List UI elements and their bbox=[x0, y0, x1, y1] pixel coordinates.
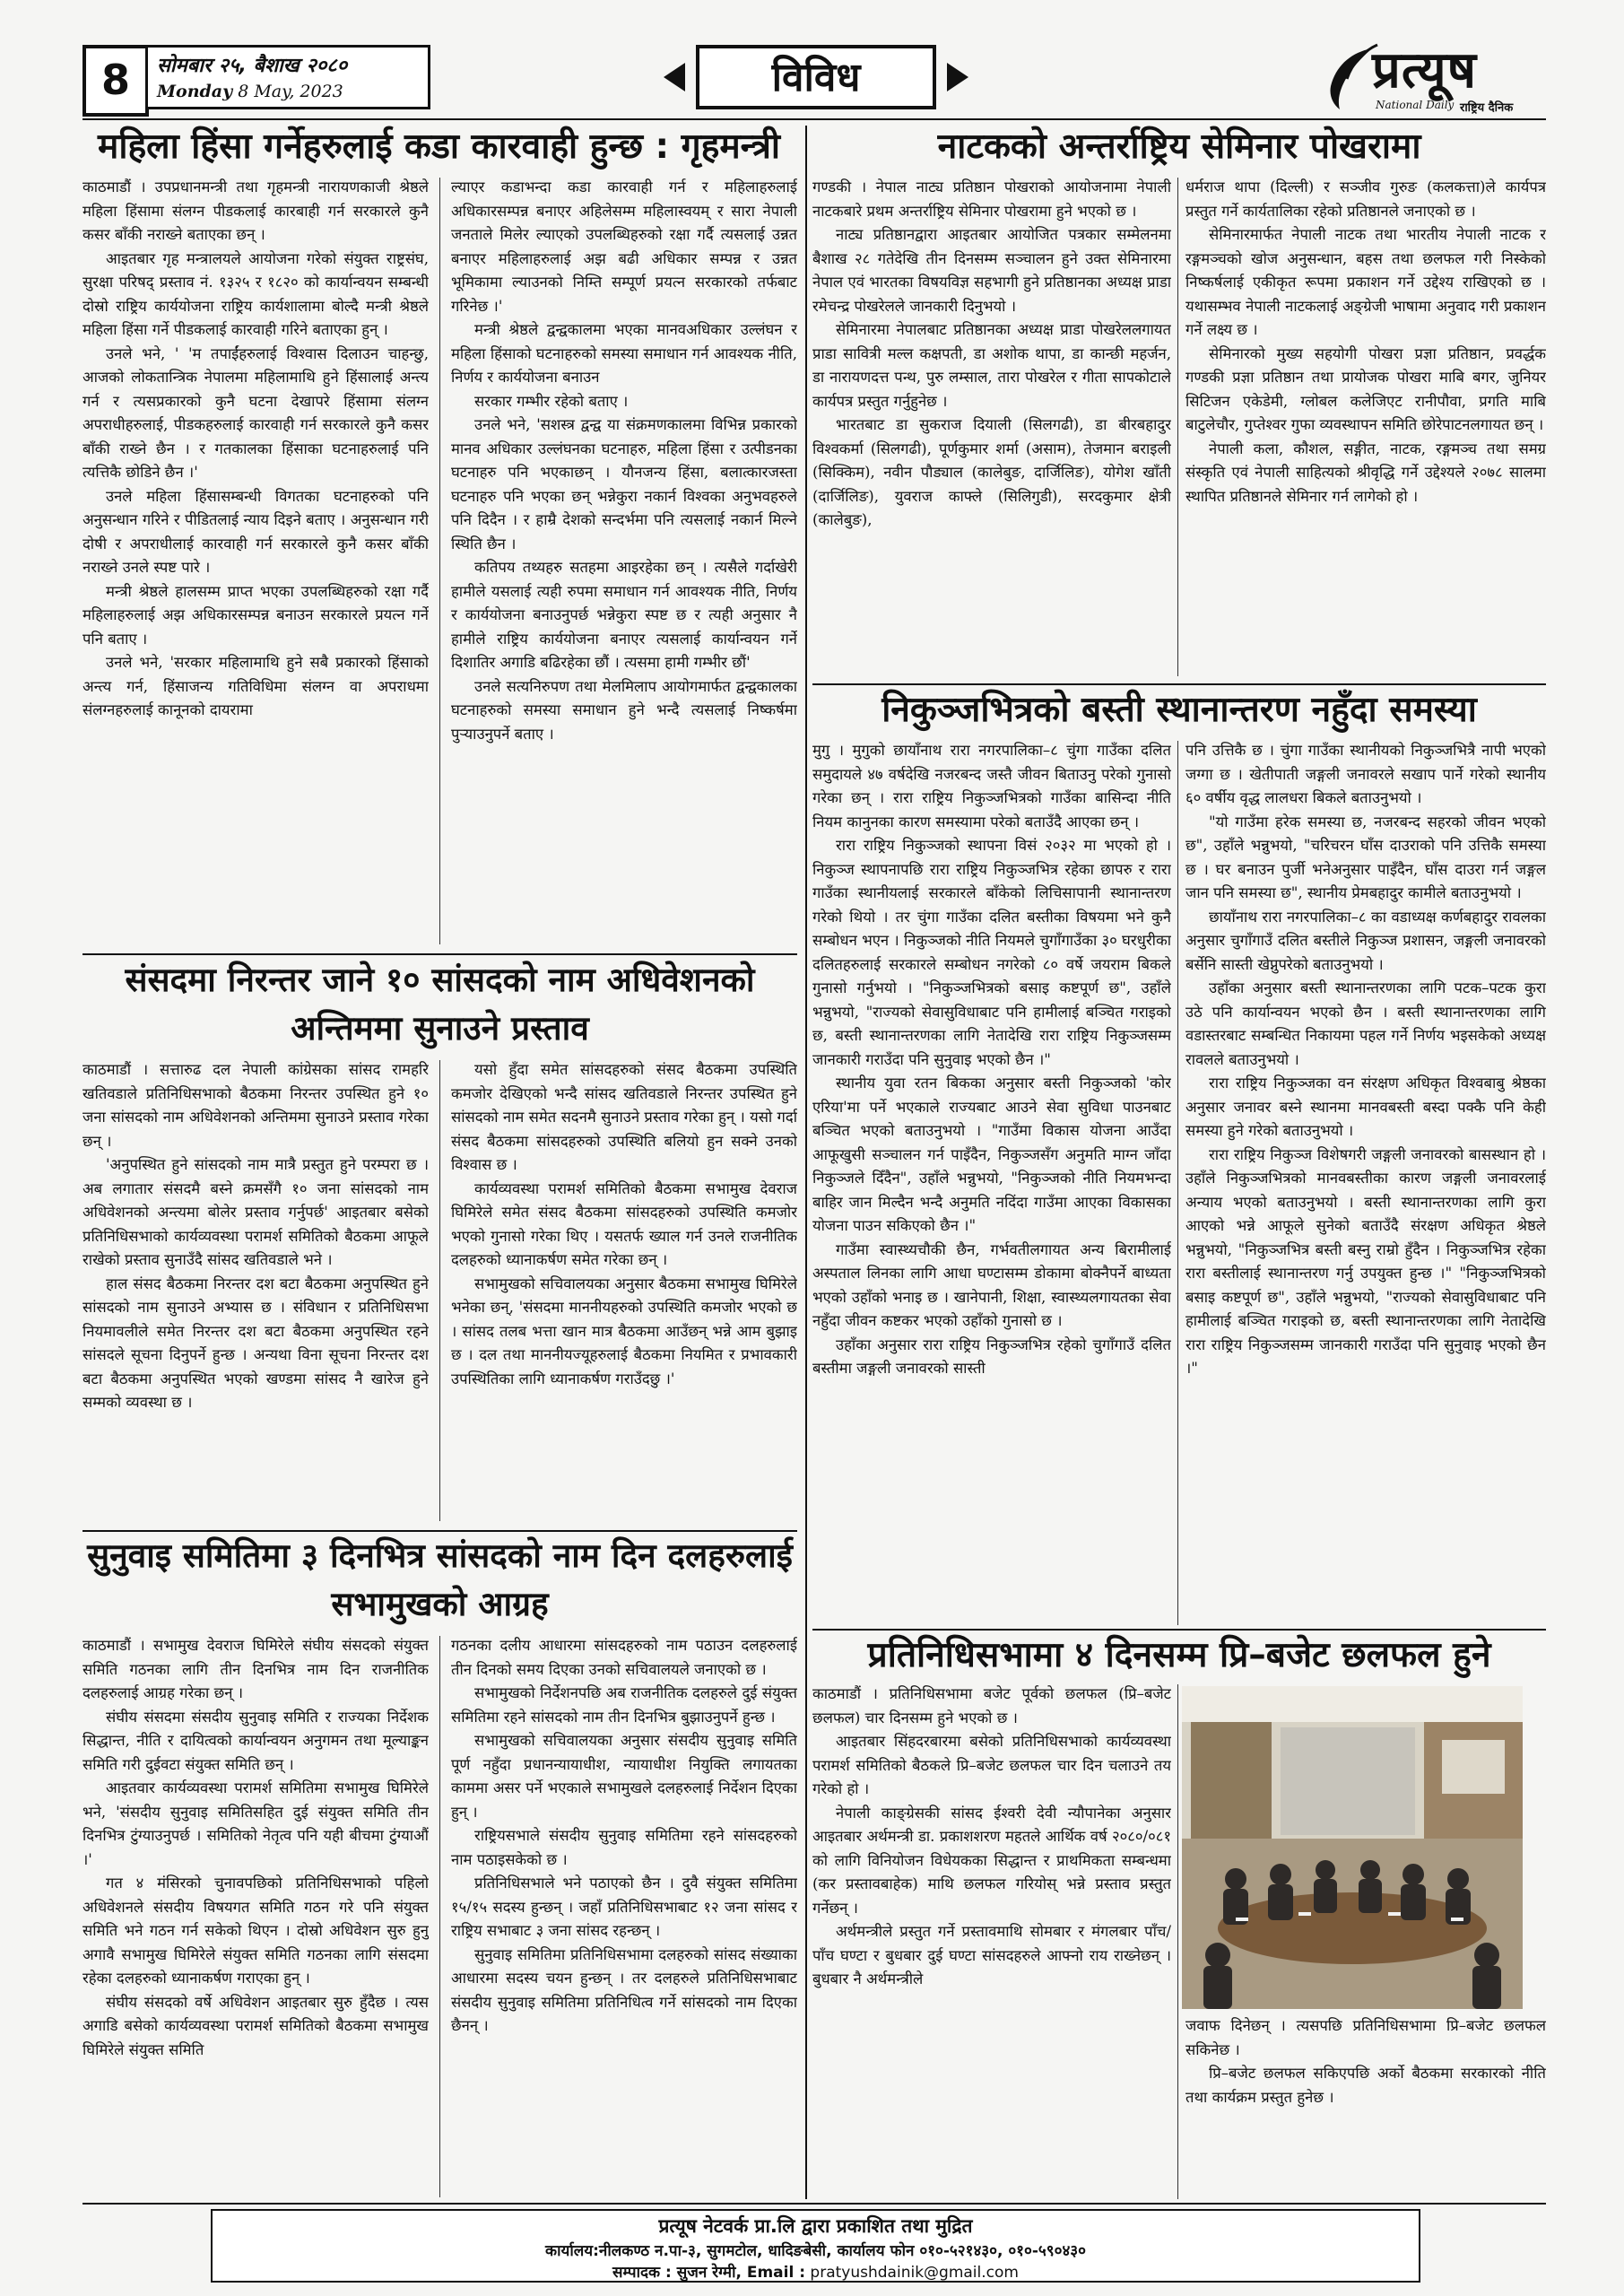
article-2-col-1 bbox=[83, 1058, 429, 1523]
footer-publisher: प्रत्यूष नेटवर्क प्रा.लि द्वारा प्रकाशित तथा मुद्रित bbox=[658, 2215, 973, 2237]
paragraph: मन्त्री श्रेष्ठले हालसम्म प्राप्त भएका उपलब्धिहरुको रक्षा गर्दै महिलाहरुलाई अझ अधिकारसम्पन्न बनाउन सरकारले प्रयत्न गर्ने पनि बताए । bbox=[83, 582, 429, 648]
paragraph: उनले सत्यनिरुपण तथा मेलमिलाप आयोगमार्फत द्वन्द्वकालका घटनाहरुको समस्या समाधान हुने भन्दै त्यसलाई निष्कर्षमा पुऱ्याउनुपर्ने बताए । bbox=[451, 677, 797, 743]
column-rule bbox=[1177, 178, 1178, 676]
paragraph: उनले भने, 'सशस्त्र द्वन्द्व या संक्रमणकालमा विभिन्न प्रकारको मानव अधिकार उल्लंघनका घटनाहरु, महिला हिंसा र उत्पीडनका घटनाहरु पनि भएकाछन् । यौनजन्य हिंसा, बलात्कारजस्ता घटनाहरु पनि भएका छन् भन्नेकुरा नकार्न विश्वका अनुभवहरुले पनि दिदैन । र हाम्रै देशको सन्दर्भमा पनि त्यसलाई नकार्न मिल्ने स्थिति छैन । bbox=[451, 416, 797, 552]
paragraph: प्रतिनिधिसभाले भने पठाएको छैन । दुवै संयुक्त समितिमा १५/१५ सदस्य हुन्छन् । जहाँ प्रतिनिधिसभाबाट १२ जना सांसद र राष्ट्रिय सभाबाट ३ जना सांसद रहन्छन् । bbox=[451, 1874, 797, 1939]
paragraph: गत ४ मंसिरको चुनावपछिको प्रतिनिधिसभाको पहिलो अधिवेशनले संसदीय विषयगत समिति गठन गरे पनि संयुक्त समिति भने गठन गर्न सकेको थिएन । दोस्रो अधिवेशन सुरु हुनु अगावै सभामुख घिमिरेले संयुक्त समिति गठनका लागि संसदमा रहेका दलहरुको ध्यानाकर्षण गराएका हुन् । bbox=[83, 1874, 429, 1987]
paragraph: पनि उत्तिकै छ । चुंगा गाउँका स्थानीयको निकुञ्जभित्रै नापी भएको जग्गा छ । खेतीपाती जङ्गली जनावरले सखाप पार्ने गरेको स्थानीय ६० वर्षीय वृद्ध लालधरा बिकले बताउनुभयो । bbox=[1185, 742, 1546, 806]
article-6-col-1 bbox=[812, 1683, 1171, 2201]
date-box bbox=[145, 45, 430, 109]
paragraph: रारा राष्ट्रिय निकुञ्ज विशेषगरी जङ्गली जनावरको बासस्थान हो । उहाँले निकुञ्जभित्रको मानवबस्तीका कारण जङ्गली जनावरलाई अन्याय भएको बताउनुभयो । बस्ती स्थानान्तरणका लागि कुरा आएको भन्ने आफूले सुनेको बताउँदै संरक्षण अधिकृत श्रेष्ठले भन्नुभयो, "निकुञ्जभित्र बस्ती बस्नु राम्रो हुँदैन । निकुञ्जभित्र रहेका रारा बस्तीलाई स्थानान्तरण गर्नु उपयुक्त हुन्छ ।" "निकुञ्जभित्रको बसाइ कष्टपूर्ण छ", उहाँले भन्नुभयो, "राज्यको सेवासुविधाबाट पनि हामीलाई बञ्चित गराइको छ, बस्ती स्थानान्तरणका लागि नेतादेखि रारा राष्ट्रिय निकुञ्जसम्म जानकारी गराउँदा पनि सुनुवाइ भएको छैन ।" bbox=[1185, 1145, 1546, 1377]
paragraph: काठमाडौं । उपप्रधानमन्त्री तथा गृहमन्त्री नारायणकाजी श्रेष्ठले महिला हिंसामा संलग्न पीडकलाई कारबाही गर्न सरकारले कुनै कसर बाँकी नराख्ने बताएका छन् । bbox=[83, 178, 429, 243]
section-label-wrap bbox=[664, 45, 968, 109]
paragraph: हाल संसद बैठकमा निरन्तर दश बटा बैठकमा अनुपस्थित हुने सांसदको नाम सुनाउने अभ्यास छ । संविधान र प्रतिनिधिसभा नियमावलीले समेत निरन्तर दश बटा बैठकमा अनुपस्थित रहने सांसदले सूचना दिनुपर्ने हुन्छ । अन्यथा विना सूचना निरन्तर दश बटा बैठकमा अनुपस्थित भएको खण्डमा सांसद नै खारेज हुने सम्मको व्यवस्था छ । bbox=[83, 1274, 429, 1411]
footer-box bbox=[211, 2209, 1420, 2283]
article-divider bbox=[812, 1629, 1546, 1631]
paragraph: सेमिनारमार्फत नेपाली नाटक तथा भारतीय नेपाली नाटक र रङ्गमञ्चको खोज अनुसन्धान, बहस तथा छलफल गरी निस्केको निष्कर्षलाई एकीकृत रूपमा प्रकाशन गर्ने उद्देश्य राखिएको छ । यथासम्भव नेपाली नाटकलाई अङ्ग्रेजी भाषामा अनुवाद गरी प्रकाशन गर्ने लक्ष्य छ । bbox=[1185, 226, 1546, 338]
paragraph: 'अनुपस्थित हुने सांसदको नाम मात्रै प्रस्तुत हुने परम्परा छ । अब लगातार संसदमै बस्ने क्रमसँगै १० जना सांसदको नाम अधिवेशनको अन्त्यमा बोलेर प्रस्ताव गर्नुपर्छ' आइतबार बसेको प्रतिनिधिसभाको कार्यव्यवस्था परामर्श समितिको बैठकमा आफूले राखेको प्रस्ताव सुनाउँदै सांसद खतिवडाले भने । bbox=[83, 1156, 429, 1268]
paragraph: कतिपय तथ्यहरु सतहमा आइरहेका छन् । त्यसैले गर्दाखेरी हामीले यसलाई त्यही रुपमा समाधान गर्न आवश्यक नीति, निर्णय र कार्ययोजना बनाउनुपर्छ भन्नेकुरा स्पष्ट छ र त्यही अनुसार नै हामीले राष्ट्रिय कार्ययोजना बनाएर त्यसलाई कार्यान्वयन गर्ने दिशातिर अगाडि बढिरहेका छौं । त्यसमा हामी गम्भीर छौं' bbox=[451, 559, 797, 671]
article-3-headline-line-1: सुनुवाइ समितिमा ३ दिनभित्र सांसदको नाम दिन दलहरुलाई bbox=[87, 1536, 793, 1575]
paragraph: धर्मराज थापा (दिल्ली) र सञ्जीव गुरुङ (कलकत्ता)ले कार्यपत्र प्रस्तुत गर्ने कार्यतालिका रहेको प्रतिष्ठानले जनाएको छ । bbox=[1185, 178, 1546, 220]
paragraph: नाट्य प्रतिष्ठानद्वारा आइतबार आयोजित पत्रकार सम्मेलनमा बैशाख २८ गतेदेखि तीन दिनसम्म सञ्चालन हुने उक्त सेमिनारमा नेपाल एवं भारतका विषयविज्ञ सहभागी हुने प्रतिष्ठानका अध्यक्ष प्राडा रमेचन्द्र पोखरेलले जानकारी दिनुभयो । bbox=[812, 226, 1171, 315]
paragraph: छायाँनाथ रारा नगरपालिका–८ का वडाध्यक्ष कर्णबहादुर रावलका अनुसार चुगाँगाउँ दलित बस्तीले निकुञ्ज प्रशासन, जङ्गली जनावरको बर्सेनि सास्ती खेप्नुपरेको बताउनुभयो । bbox=[1185, 908, 1546, 973]
article-4-col-2 bbox=[1185, 176, 1546, 678]
paragraph: सभामुखको सचिवालयका अनुसार बैठकमा सभामुख घिमिरेले भनेका छन्, 'संसदमा माननीयहरुको उपस्थिति कमजोर भएको छ । सांसद तलब भत्ता खान मात्र बैठकमा आउँछन् भन्ने आम बुझाइ छ । दल तथा माननीयज्यूहरुलाई बैठकमा नियमित र प्रभावकारी उपस्थितिका लागि ध्यानाकर्षण गराउँदछु ।' bbox=[451, 1274, 797, 1387]
article-5-col-1 bbox=[812, 739, 1171, 1627]
paragraph: आइतबार गृह मन्त्रालयले आयोजना गरेको संयुक्त राष्ट्रसंघ, सुरक्षा परिषद् प्रस्ताव नं. १३२५ र १८२० को कार्यान्वयन सम्बन्धी दोस्रो राष्ट्रिय कार्ययोजना राष्ट्रिय कार्यशालामा बोल्दै मन्त्री श्रेष्ठले महिला हिंसा गर्ने पीडकलाई कारवाही गरिने बताएका हुन् । bbox=[83, 249, 429, 338]
paragraph: अर्थमन्त्रीले प्रस्तुत गर्ने प्रस्तावमाथि सोमबार र मंगलबार पाँच/पाँच घण्टा र बुधबार दुई घण्टा सांसदहरुले आफ्नो राय राख्नेछन् । बुधबार नै अर्थमन्त्रीले bbox=[812, 1923, 1171, 1987]
paragraph: उनले महिला हिंसासम्बन्धी विगतका घटनाहरुको पनि अनुसन्धान गरिने र पीडितलाई न्याय दिइने बताए । अनुसन्धान गरी दोषी र अपराधीलाई कारवाही गर्न सरकारले कुनै कसर बाँकी नराख्ने उनले स्पष्ट पारे । bbox=[83, 487, 429, 576]
arrow-left-icon bbox=[664, 63, 685, 91]
paragraph: मुगु । मुगुको छायाँनाथ रारा नगरपालिका–८ चुंगा गाउँका दलित समुदायले ४७ वर्षदेखि नजरबन्द जस्तै जीवन बिताउनु परेको गुनासो गरेका छन् । रारा राष्ट्रिय निकुञ्जभित्रको गाउँका बासिन्दा नीति नियम कानुनका कारण समस्यामा परेको बताउँदै आएका छन् । bbox=[812, 742, 1171, 831]
footer-editor: सम्पादक : सुजन रेग्मी, bbox=[612, 2264, 742, 2282]
logo-wordmark: प्रत्यूष bbox=[1372, 41, 1477, 100]
article-divider bbox=[83, 953, 797, 955]
article-3-headline-line-2: सभामुखको आग्रह bbox=[331, 1585, 549, 1623]
paragraph: संघीय संसदमा संसदीय सुनुवाइ समिति र राज्यका निर्देशक सिद्धान्त, नीति र दायित्वको कार्यान्वयन अनुगमन तथा मूल्याङ्कन समिति गरी दुईवटा संयुक्त समिति छन् । bbox=[83, 1708, 429, 1773]
paragraph: काठमाडौं । सत्तारुढ दल नेपाली कांग्रेसका सांसद रामहरि खतिवडाले प्रतिनिधिसभाको बैठकमा निरन्तर उपस्थित हुने १० जना सांसदको नाम अधिवेशनको अन्तिममा सुनाउने प्रस्ताव गरेका छन् । bbox=[83, 1061, 429, 1150]
section-label: विविध bbox=[696, 45, 936, 109]
arrow-right-icon bbox=[947, 63, 968, 91]
paragraph: आइतबार सिंहदरबारमा बसेको प्रतिनिधिसभाको कार्यव्यवस्था परामर्श समितिको बैठकले प्रि–बजेट छलफल चार दिन चलाउने तय गरेको हो । bbox=[812, 1733, 1171, 1797]
logo-subtitle-np: राष्ट्रिय दैनिक bbox=[1460, 101, 1514, 115]
paragraph: मन्त्री श्रेष्ठले द्वन्द्वकालमा भएका मानवअधिकार उल्लंघन र महिला हिंसाको घटनाहरुको समस्या समाधान गर्न आवश्यक नीति, निर्णय र कार्ययोजना बनाउन bbox=[451, 321, 797, 386]
newspaper-logo bbox=[1325, 43, 1546, 115]
paragraph: कार्यव्यवस्था परामर्श समितिको बैठकमा सभामुख देवराज घिमिरेले समेत संसद बैठकमा सांसदहरुको उपस्थिति कमजोर भएको गुनासो गरेका थिए । यसतर्फ ख्याल गर्न उनले राजनीतिक दलहरुको ध्यानाकर्षण समेत गरेका छन् । bbox=[451, 1179, 797, 1268]
meeting-photo bbox=[1182, 1686, 1523, 2009]
paragraph: गाउँमा स्वास्थ्यचौकी छैन, गर्भवतीलगायत अन्य बिरामीलाई अस्पताल लिनका लागि आधा घण्टासम्म डोकामा बोक्नैपर्ने बाध्यता भएको उहाँको भनाइ छ । खानेपानी, शिक्षा, स्वास्थ्यलगायतका सेवा नहुँदा जीवन कष्टकर भएको उहाँको गुनासो छ । bbox=[812, 1240, 1171, 1329]
paragraph: सभामुखको निर्देशनपछि अब राजनीतिक दलहरुले दुई संयुक्त समितिमा रहने सांसदको नाम तीन दिनभित्र बुझाउनुपर्ने हुन्छ । bbox=[451, 1684, 797, 1726]
paragraph: नेपाली कला, कौशल, सङ्गीत, नाटक, रङ्गमञ्च तथा समग्र संस्कृति एवं नेपाली साहित्यको श्रीवृद्धि गर्ने उद्देश्यले २०७८ सालमा स्थापित प्रतिष्ठानले सेमिनार गर्न लागेको हो । bbox=[1185, 439, 1546, 505]
paragraph: ल्याएर कडाभन्दा कडा कारवाही गर्न र महिलाहरुलाई अधिकारसम्पन्न बनाएर अहिलेसम्म महिलास्वयम् र सारा नेपाली जनताले मिलेर ल्याएको उपलब्धिहरुको रक्षा गर्दै त्यसलाई उन्नत बनाएर महिलाहरुलाई अझ बढी अधिकार सम्पन्न र उन्नत भूमिकामा ल्याउनको निम्ति सम्पूर्ण प्रयत्न सरकारको तर्फबाट गरिनेछ ।' bbox=[451, 178, 797, 315]
article-divider bbox=[83, 1530, 797, 1532]
paragraph: सेमिनारको मुख्य सहयोगी पोखरा प्रज्ञा प्रतिष्ठान, प्रवर्द्धक गण्डकी प्रज्ञा प्रतिष्ठान तथा प्रायोजक पोखरा माबि बगर, जुनियर सिटिजन एकेडेमी, ग्लोबल कलेजिएट रानीपौवा, प्रगति माबि बाटुलेचौर, गुप्तेश्वर गुफा व्यवस्थापन समिति छोरेपाटनलगायत छन् । bbox=[1185, 344, 1546, 433]
date-nepali: सोमबार २५, बैशाख २०८० bbox=[157, 55, 348, 77]
paragraph: "यो गाउँमा हरेक समस्या छ, नजरबन्द सहरको जीवन भएको छ", उहाँले भन्नुभयो, "चरिचरन घाँस दाउराको पनि उत्तिकै समस्या छ । घर बनाउन पुर्जी भनेअनुसार पाइँदैन, घाँस दाउरा गर्न जङ्गल जान पनि समस्या छ", स्थानीय प्रेमबहादुर कामीले बताउनुभयो । bbox=[1185, 813, 1546, 901]
article-5-col-2 bbox=[1185, 739, 1546, 1627]
paragraph: गठनका दलीय आधारमा सांसदहरुको नाम पठाउन दलहरुलाई तीन दिनको समय दिएका उनको सचिवालयले जनाएको छ । bbox=[451, 1637, 797, 1678]
logo-subtitle-en: National Daily bbox=[1376, 99, 1455, 111]
article-2-headline-line-2: अन्तिममा सुनाउने प्रस्ताव bbox=[291, 1009, 589, 1048]
column-rule bbox=[439, 178, 440, 944]
article-3-col-2 bbox=[451, 1634, 797, 2199]
date-english-text: 8 May, 2023 bbox=[232, 82, 343, 101]
article-4-col-1 bbox=[812, 176, 1171, 678]
column-rule bbox=[1177, 741, 1178, 1625]
article-6-col-2 bbox=[1185, 2014, 1546, 2199]
article-4-headline: नाटकको अन्तर्राष्ट्रिय सेमिनार पोखरामा bbox=[937, 126, 1421, 167]
footer-address: कार्यालय:नीलकण्ठ न.पा-३, सुगमटोल, धादिङबेसी, कार्यालय फोन ०१०-५२१४३०, ०१०-५९०४३० bbox=[545, 2242, 1086, 2260]
article-3-col-1 bbox=[83, 1634, 429, 2199]
paragraph: रारा राष्ट्रिय निकुञ्जका वन संरक्षण अधिकृत विश्वबाबु श्रेष्ठका अनुसार जनावर बस्ने स्थानमा मानवबस्ती बस्दा पक्कै पनि केही समस्या हुने गरेको बताउनुभयो । bbox=[1185, 1074, 1546, 1139]
paragraph: भारतबाट डा सुकराज दियाली (सिलगढी), डा बीरबहादुर विश्वकर्मा (सिलगढी), पूर्णकुमार शर्मा (असाम), तेजमान बराइली (सिक्किम), नवीन पौड्याल (कालेबुङ, दार्जिलिङ), योगेश खाँती (दार्जिलिङ), युवराज काफ्ले (सिलिगुडी), सरदकुमार क्षेत्री (कालेबुङ), bbox=[812, 416, 1171, 528]
article-1-col-2 bbox=[451, 176, 797, 947]
date-english bbox=[157, 82, 419, 101]
logo-swoosh-icon bbox=[1325, 43, 1379, 111]
paragraph: सभामुखको सचिवालयका अनुसार संसदीय सुनुवाइ समिति पूर्ण नहुँदा प्रधानन्यायाधीश, न्यायाधीश नियुक्ति लगायतका काममा असर पर्ने भएकाले सभामुखले दलहरुलाई निर्देशन दिएका हुन् । bbox=[451, 1732, 797, 1821]
paragraph: सरकार गम्भीर रहेको बताए । bbox=[474, 392, 629, 410]
page-number: 8 bbox=[83, 45, 149, 117]
column-rule bbox=[439, 1060, 440, 1521]
paragraph: उनले भने, ' 'म तपाईंहरुलाई विश्वास दिलाउन चाहन्छु, आजको लोकतान्त्रिक नेपालमा महिलामाथि हुने हिंसालाई अन्त्य गर्न र त्यसप्रकारको कुनै घटना देखापरे हिंसामा संलग्न अपराधीहरुलाई, पीडकहरुलाई कारवाही गर्न सरकारले कुनै कसर बाँकी राख्ने छैन । र गतकालका हिंसाका घटनाहरुलाई पनि त्यत्तिकै छोडिने छैन ।' bbox=[83, 344, 429, 481]
article-6-headline: प्रतिनिधिसभामा ४ दिनसम्म प्रि–बजेट छलफल हुने bbox=[867, 1635, 1491, 1675]
column-rule bbox=[1177, 1684, 1178, 2199]
paragraph: रारा राष्ट्रिय निकुञ्जको स्थापना विसं २०३२ मा भएको हो । निकुञ्ज स्थापनापछि रारा राष्ट्रिय निकुञ्जभित्र रहेका छापरु र रारा गाउँका स्थानीयलाई सरकारले बाँकेको लिचिसापानी स्थानान्तरण गरेको थियो । तर चुंगा गाउँका दलित बस्तीका विषयमा भने कुनै सम्बोधन भएन । निकुञ्जको नीति नियमले चुगाँगाउँका ३० घरधुरीका दलितहरुलाई सरकारले सम्बोधन नगरेको ८० वर्षे जयराम बिकले गुनासो गर्नुभयो । "निकुञ्जभित्रको बसाइ कष्टपूर्ण छ", उहाँले भन्नुभयो, "राज्यको सेवासुविधाबाट पनि हामीलाई बञ्चित गराइको छ, बस्ती स्थानान्तरणका लागि नेतादेखि रारा राष्ट्रिय निकुञ्जसम्म जानकारी गराउँदा पनि सुनुवाइ भएको छैन ।" bbox=[812, 837, 1171, 1068]
paragraph: उहाँका अनुसार बस्ती स्थानान्तरणका लागि पटक–पटक कुरा उठे पनि कार्यान्वयन भएको छैन । बस्ती स्थानान्तरणका लागि वडास्तरबाट सम्बन्धित निकायमा पहल गर्ने निर्णय भइसकेको अध्यक्ष रावलले बताउनुभयो । bbox=[1185, 979, 1546, 1068]
footer-rule bbox=[83, 2203, 1546, 2205]
meeting-photo-image bbox=[1182, 1686, 1523, 2009]
day-english: Monday bbox=[157, 82, 233, 101]
column-rule bbox=[439, 1636, 440, 2197]
paragraph: प्रि–बजेट छलफल सकिएपछि अर्को बैठकमा सरकारको नीति तथा कार्यक्रम प्रस्तुत हुनेछ । bbox=[1185, 2065, 1546, 2106]
article-1-headline: महिला हिंसा गर्नेहरुलाई कडा कारवाही हुन्छ : गृहमन्त्री bbox=[98, 126, 780, 167]
paragraph: संघीय संसदको वर्षे अधिवेशन आइतबार सुरु हुँदैछ । त्यस अगाडि बसेको कार्यव्यवस्था परामर्श समितिको बैठकमा सभामुख घिमिरेले संयुक्त समिति bbox=[83, 1993, 429, 2058]
paragraph: उनले भने, 'सरकार महिलामाथि हुने सबै प्रकारको हिंसाको अन्त्य गर्न, हिंसाजन्य गतिविधिमा संलग्न वा अपराधमा संलग्नहरुलाई कानूनको दायरामा bbox=[83, 654, 429, 718]
paragraph: आइतवार कार्यव्यवस्था परामर्श समितिमा सभामुख घिमिरेले भने, 'संसदीय सुनुवाइ समितिसहित दुई संयुक्त समिति तीन दिनभित्र टुंग्याउनुपर्छ । समितिको नेतृत्व पनि यही बीचमा टुंग्याऔं ।' bbox=[83, 1779, 429, 1868]
footer-email-label: Email : bbox=[741, 2264, 806, 2282]
paragraph: सेमिनारमा नेपालबाट प्रतिष्ठानका अध्यक्ष प्राडा पोखरेललगायत प्राडा सावित्री मल्ल कक्षपती, डा अशोक थापा, डा कान्छी महर्जन, डा नारायणदत्त पन्थ, पुरु लम्साल, तारा पोखरेल र गीता सापकोटाले कार्यपत्र प्रस्तुत गर्नुहुनेछ । bbox=[812, 321, 1171, 410]
center-divider bbox=[805, 126, 807, 2199]
paragraph: यसो हुँदा समेत सांसदहरुको संसद बैठकमा उपस्थिति कमजोर देखिएको भन्दै सांसद खतिवडाले निरन्तर उपस्थित हुने सांसदको नाम समेत सदनमै सुनाउने प्रस्ताव गरेका हुन् । यसो गर्दा संसद बैठकमा सांसदहरुको उपस्थिति बलियो हुन सक्ने उनको विश्वास छ । bbox=[451, 1061, 797, 1173]
article-2-headline-line-1: संसदमा निरन्तर जाने १० सांसदको नाम अधिवेशनको bbox=[125, 961, 755, 999]
paragraph: नेपाली काङ्ग्रेसकी सांसद ईश्वरी देवी न्यौपानेका अनुसार आइतबार अर्थमन्त्री डा. प्रकाशशरण महतले आर्थिक वर्ष २०८०/०८१ को लागि विनियोजन विधेयकका सिद्धान्त र प्राथमिकता सम्बन्धमा (कर प्रस्तावबाहेक) माथि छलफल गरियोस् भन्ने प्रस्ताव प्रस्तुत गर्नेछन् । bbox=[812, 1804, 1171, 1917]
paragraph: उहाँका अनुसार रारा राष्ट्रिय निकुञ्जभित्र रहेको चुगाँगाउँ दलित बस्तीमा जङ्गली जनावरको सास्ती bbox=[812, 1335, 1171, 1377]
article-2-col-2 bbox=[451, 1058, 797, 1523]
footer-contact bbox=[213, 2261, 1419, 2282]
article-divider bbox=[812, 683, 1546, 685]
paragraph: सुनुवाइ समितिमा प्रतिनिधिसभामा दलहरुको सांसद संख्याका आधारमा सदस्य चयन हुन्छन् । तर दलहरुले प्रतिनिधिसभाबाट संसदीय सुनुवाइ समितिमा प्रतिनिधित्व गर्ने सांसदको नाम दिएका छैनन् । bbox=[451, 1945, 797, 2034]
masthead-rule bbox=[83, 118, 1546, 120]
paragraph: काठमाडौं । प्रतिनिधिसभामा बजेट पूर्वको छलफल (प्रि–बजेट छलफल) चार दिनसम्म हुने भएको छ । bbox=[812, 1685, 1171, 1726]
paragraph: गण्डकी । नेपाल नाट्य प्रतिष्ठान पोखराको आयोजनामा नेपाली नाटकबारे प्रथम अन्तर्राष्ट्रिय सेमिनार पोखरामा हुने भएको छ । bbox=[812, 178, 1171, 220]
paragraph: स्थानीय युवा रतन बिकका अनुसार बस्ती निकुञ्जको 'कोर एरिया'मा पर्ने भएकाले राज्यबाट आउने सेवा सुविधा पाउनबाट बञ्चित भएको बताउनुभयो । "गाउँमा विकास योजना आउँदा आफूखुसी सञ्चालन गर्न पाइँदैन, निकुञ्जसँग अनुमति माग्न जाँदा निकुञ्जले दिँदैन", उहाँले भन्नुभयो, "निकुञ्जको नीति नियमभन्दा बाहिर जान मिल्दैन भन्दै अनुमति नदिंदा गाउँमा आएका विकासका योजना पाउन सकिएको छैन ।" bbox=[812, 1074, 1171, 1234]
paragraph: काठमाडौं । सभामुख देवराज घिमिरेले संघीय संसदको संयुक्त समिति गठनका लागि तीन दिनभित्र नाम दिन राजनीतिक दलहरुलाई आग्रह गरेका छन् । bbox=[83, 1637, 429, 1701]
article-1-col-1 bbox=[83, 176, 429, 947]
paragraph: राष्ट्रियसभाले संसदीय सुनुवाइ समितिमा रहने सांसदहरुको नाम पठाइसकेको छ । bbox=[451, 1827, 797, 1868]
footer-email-link[interactable]: pratyushdainik@gmail.com bbox=[805, 2264, 1019, 2282]
article-5-headline: निकुञ्जभित्रको बस्ती स्थानान्तरण नहुँदा समस्या bbox=[881, 690, 1477, 730]
paragraph: जवाफ दिनेछन् । त्यसपछि प्रतिनिधिसभामा प्रि–बजेट छलफल सकिनेछ । bbox=[1185, 2017, 1546, 2058]
